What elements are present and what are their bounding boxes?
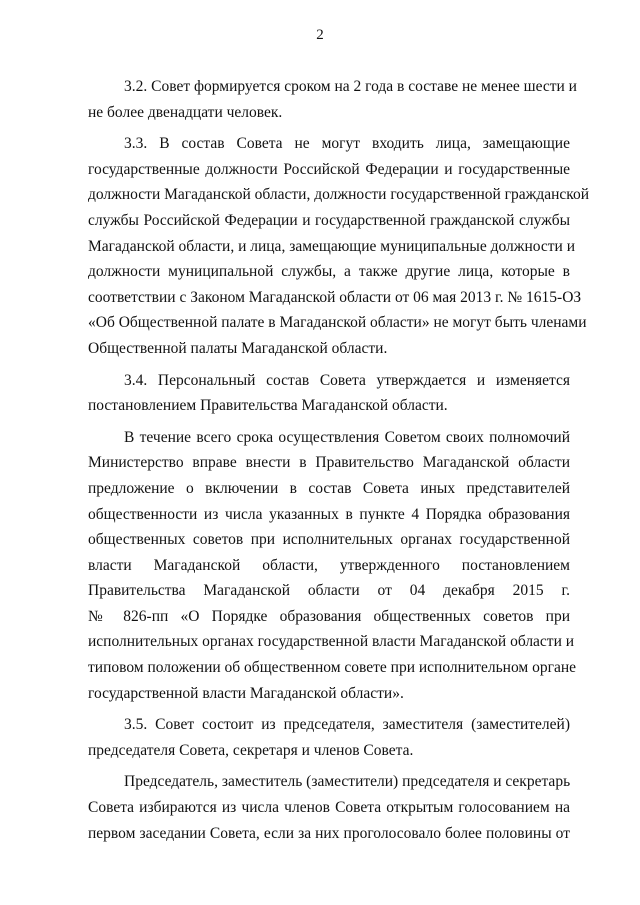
text-line: Правительства Магаданской области от 04 декабря 2015 г. xyxy=(88,582,570,600)
paragraph-3-4 xyxy=(88,368,570,419)
paragraph-chairman-election xyxy=(88,769,570,846)
page-number: 2 xyxy=(316,27,324,43)
text-line: 3.2. Совет формируется сроком на 2 года в составе не менее шести и xyxy=(124,78,577,95)
text-line: должности муниципальной службы, а также другие лица, которые в xyxy=(88,263,570,281)
text-line: государственные должности Российской Федерации и государственные xyxy=(88,160,570,178)
text-line: Председатель, заместитель (заместители) председателя и секретарь xyxy=(124,773,571,791)
text-line: «Об Общественной палате в Магаданской области» не могут быть членами xyxy=(88,314,587,332)
text-line: 3.5. Совет состоит из председателя, заместителя (заместителей) xyxy=(124,716,570,734)
text-line: Министерство вправе внести в Правительство Магаданской области xyxy=(88,454,570,472)
text-line: 3.4. Персональный состав Совета утверждается и изменяется xyxy=(124,371,570,389)
text-line: службы Российской Федерации и государственной гражданской службы xyxy=(88,211,570,229)
text-line: общественности из числа указанных в пункте 4 Порядка образования xyxy=(88,505,570,523)
text-line: председателя Совета, секретаря и членов Совета. xyxy=(88,741,414,759)
paragraph-3-2 xyxy=(88,74,577,125)
text-line: № 826-пп «О Порядке образования общественных советов при xyxy=(88,607,570,625)
text-line: постановлением Правительства Магаданской области. xyxy=(88,397,448,415)
text-line: общественных советов при исполнительных органах государственной xyxy=(88,531,570,549)
text-line: государственной власти Магаданской области». xyxy=(88,684,404,702)
text-line: Общественной палаты Магаданской области. xyxy=(88,339,388,357)
document-body xyxy=(88,74,590,846)
text-line: предложение о включении в состав Совета иных представителей xyxy=(88,479,570,497)
paragraph-3-5 xyxy=(88,712,570,763)
text-line: исполнительных органах государственной власти Магаданской области и xyxy=(88,633,575,651)
text-line: Совета избираются из числа членов Совета открытым голосованием на xyxy=(88,799,570,817)
text-line: Магаданской области, и лица, замещающие муниципальные должности и xyxy=(88,237,576,255)
paragraph-3-3 xyxy=(88,131,590,361)
text-line: типовом положении об общественном совете при исполнительном органе xyxy=(88,659,577,677)
text-line: не более двенадцати человек. xyxy=(88,103,283,121)
text-line: первом заседании Совета, если за них проголосовало более половины от xyxy=(88,824,570,842)
paragraph-ministry-proposal xyxy=(88,425,577,707)
text-line: власти Магаданской области, утвержденного постановлением xyxy=(88,556,570,574)
text-line: должности Магаданской области, должности государственной гражданской xyxy=(88,186,590,204)
text-line: В течение всего срока осуществления Советом своих полномочий xyxy=(124,428,570,446)
text-line: 3.3. В состав Совета не могут входить лица, замещающие xyxy=(124,135,570,153)
text-line: соответствии с Законом Магаданской области от 06 мая 2013 г. № 1615-ОЗ xyxy=(88,288,582,306)
